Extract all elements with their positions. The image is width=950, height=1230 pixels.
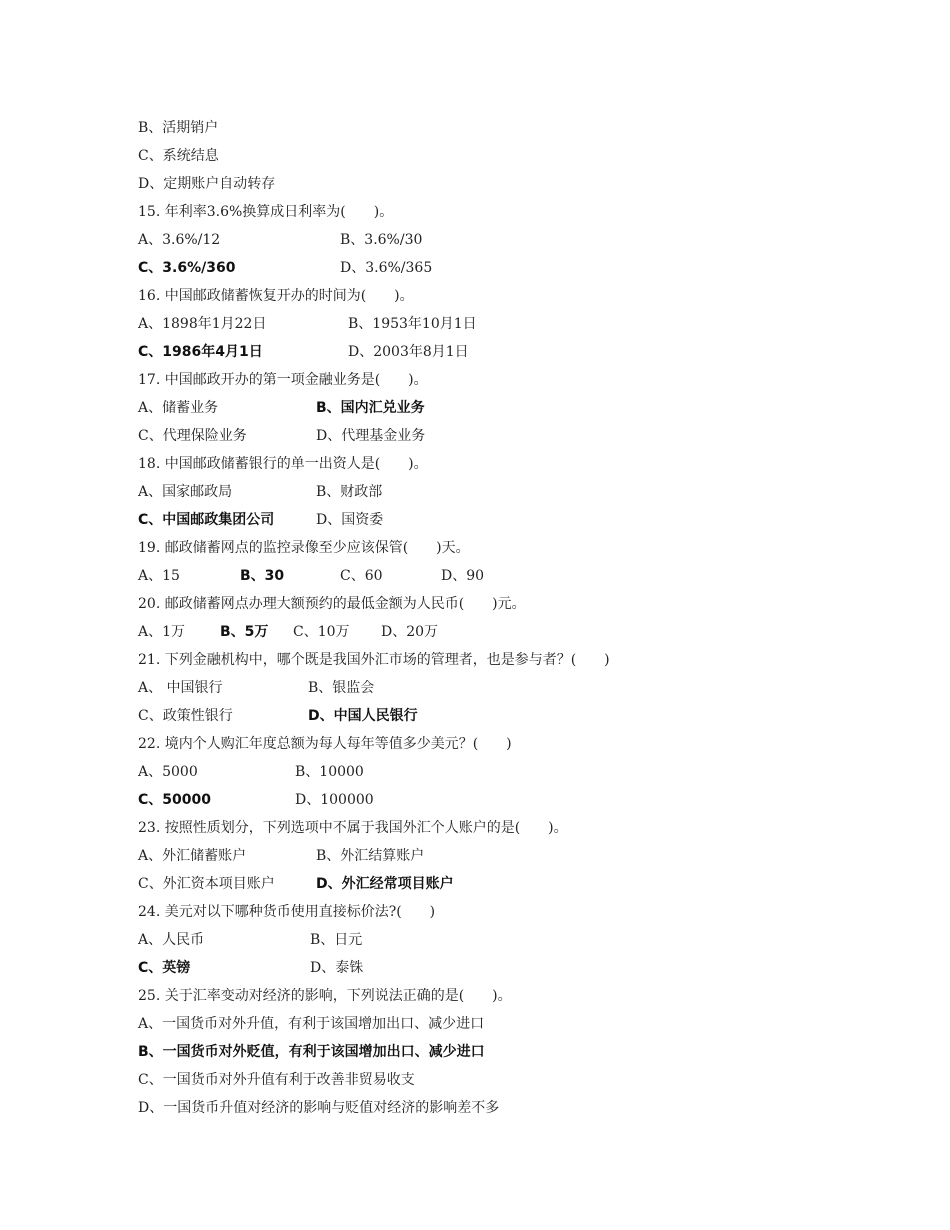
- answer-option: B、一国货币对外贬值，有利于该国增加出口、减少进口: [138, 1044, 485, 1060]
- option-line: [138, 870, 898, 898]
- option-text: A、1898年1月22日: [138, 316, 267, 332]
- question-line: [138, 898, 898, 926]
- option-text: C、一国货币对外升值有利于改善非贸易收支: [138, 1072, 415, 1088]
- option-text: B、3.6%/30: [340, 232, 423, 248]
- option-line: [138, 1038, 898, 1066]
- question-text: 16. 中国邮政储蓄恢复开办的时间为( )。: [138, 288, 414, 304]
- option-line: [138, 142, 898, 170]
- option-line: [138, 842, 898, 870]
- option-text: B、外汇结算账户: [316, 848, 425, 864]
- option-line: [138, 1094, 898, 1122]
- question-line: [138, 646, 898, 674]
- option-line: [138, 926, 898, 954]
- question-text: 15. 年利率3.6%换算成日利率为( )。: [138, 204, 394, 220]
- option-text: D、3.6%/365: [340, 260, 433, 276]
- option-line: [138, 226, 898, 254]
- question-text: 25. 关于汇率变动对经济的影响，下列说法正确的是( )。: [138, 988, 512, 1004]
- option-text: A、5000: [138, 764, 198, 780]
- option-text: A、人民币: [138, 932, 205, 948]
- answer-option: C、50000: [138, 792, 211, 808]
- answer-option: C、3.6%/360: [138, 260, 236, 276]
- option-line: [138, 702, 898, 730]
- answer-option: D、中国人民银行: [308, 708, 418, 724]
- exam-document: [138, 114, 898, 1122]
- option-line: [138, 506, 898, 534]
- option-line: [138, 338, 898, 366]
- question-line: [138, 534, 898, 562]
- option-text: A、储蓄业务: [138, 400, 219, 416]
- question-text: 20. 邮政储蓄网点办理大额预约的最低金额为人民币( )元。: [138, 596, 526, 612]
- option-text: A、一国货币对外升值，有利于该国增加出口、减少进口: [138, 1016, 485, 1032]
- question-text: 22. 境内个人购汇年度总额为每人每年等值多少美元？( ): [138, 736, 512, 752]
- question-text: 18. 中国邮政储蓄银行的单一出资人是( )。: [138, 456, 428, 472]
- question-text: 24. 美元对以下哪种货币使用直接标价法?( ): [138, 904, 436, 920]
- option-line: [138, 422, 898, 450]
- option-text: D、2003年8月1日: [348, 344, 469, 360]
- option-line: [138, 114, 898, 142]
- option-text: C、政策性银行: [138, 708, 233, 724]
- option-text: D、泰铢: [310, 960, 364, 976]
- option-text: D、一国货币升值对经济的影响与贬值对经济的影响差不多: [138, 1100, 500, 1116]
- option-line: [138, 478, 898, 506]
- question-text: 17. 中国邮政开办的第一项金融业务是( )。: [138, 372, 428, 388]
- question-line: [138, 198, 898, 226]
- question-line: [138, 982, 898, 1010]
- option-line: [138, 618, 898, 646]
- option-text: A、15: [138, 568, 180, 584]
- option-text: A、 中国银行: [138, 680, 223, 696]
- option-text: C、系统结息: [138, 148, 219, 164]
- option-line: [138, 786, 898, 814]
- answer-option: B、国内汇兑业务: [316, 400, 425, 416]
- option-text: D、100000: [295, 792, 374, 808]
- option-line: [138, 1010, 898, 1038]
- option-text: D、20万: [381, 624, 439, 640]
- option-text: A、3.6%/12: [138, 232, 221, 248]
- option-text: B、10000: [295, 764, 364, 780]
- option-line: [138, 394, 898, 422]
- option-text: C、外汇资本项目账户: [138, 876, 275, 892]
- option-text: D、国资委: [316, 512, 384, 528]
- option-line: [138, 170, 898, 198]
- option-text: A、1万: [138, 624, 186, 640]
- option-text: B、财政部: [316, 484, 383, 500]
- option-text: C、代理保险业务: [138, 428, 247, 444]
- answer-option: C、中国邮政集团公司: [138, 512, 275, 528]
- question-text: 23. 按照性质划分，下列选项中不属于我国外汇个人账户的是( )。: [138, 820, 568, 836]
- option-text: B、活期销户: [138, 120, 219, 136]
- option-text: A、外汇储蓄账户: [138, 848, 247, 864]
- option-line: [138, 758, 898, 786]
- question-text: 21. 下列金融机构中，哪个既是我国外汇市场的管理者，也是参与者？( ): [138, 652, 610, 668]
- option-line: [138, 674, 898, 702]
- option-line: [138, 254, 898, 282]
- question-line: [138, 814, 898, 842]
- answer-option: B、30: [240, 568, 285, 584]
- option-text: D、90: [441, 568, 485, 584]
- question-line: [138, 730, 898, 758]
- answer-option: C、1986年4月1日: [138, 344, 263, 360]
- question-line: [138, 450, 898, 478]
- option-text: A、国家邮政局: [138, 484, 233, 500]
- answer-option: B、5万: [220, 624, 269, 640]
- option-text: B、日元: [310, 932, 363, 948]
- question-text: 19. 邮政储蓄网点的监控录像至少应该保管( )天。: [138, 540, 470, 556]
- answer-option: C、英镑: [138, 960, 191, 976]
- question-line: [138, 590, 898, 618]
- option-text: C、60: [340, 568, 383, 584]
- option-line: [138, 310, 898, 338]
- option-text: B、银监会: [308, 680, 375, 696]
- option-line: [138, 954, 898, 982]
- option-line: [138, 562, 898, 590]
- option-text: D、定期账户自动转存: [138, 176, 276, 192]
- option-text: D、代理基金业务: [316, 428, 426, 444]
- option-text: B、1953年10月1日: [348, 316, 477, 332]
- question-line: [138, 366, 898, 394]
- question-line: [138, 282, 898, 310]
- option-line: [138, 1066, 898, 1094]
- option-text: C、10万: [293, 624, 350, 640]
- answer-option: D、外汇经常项目账户: [316, 876, 454, 892]
